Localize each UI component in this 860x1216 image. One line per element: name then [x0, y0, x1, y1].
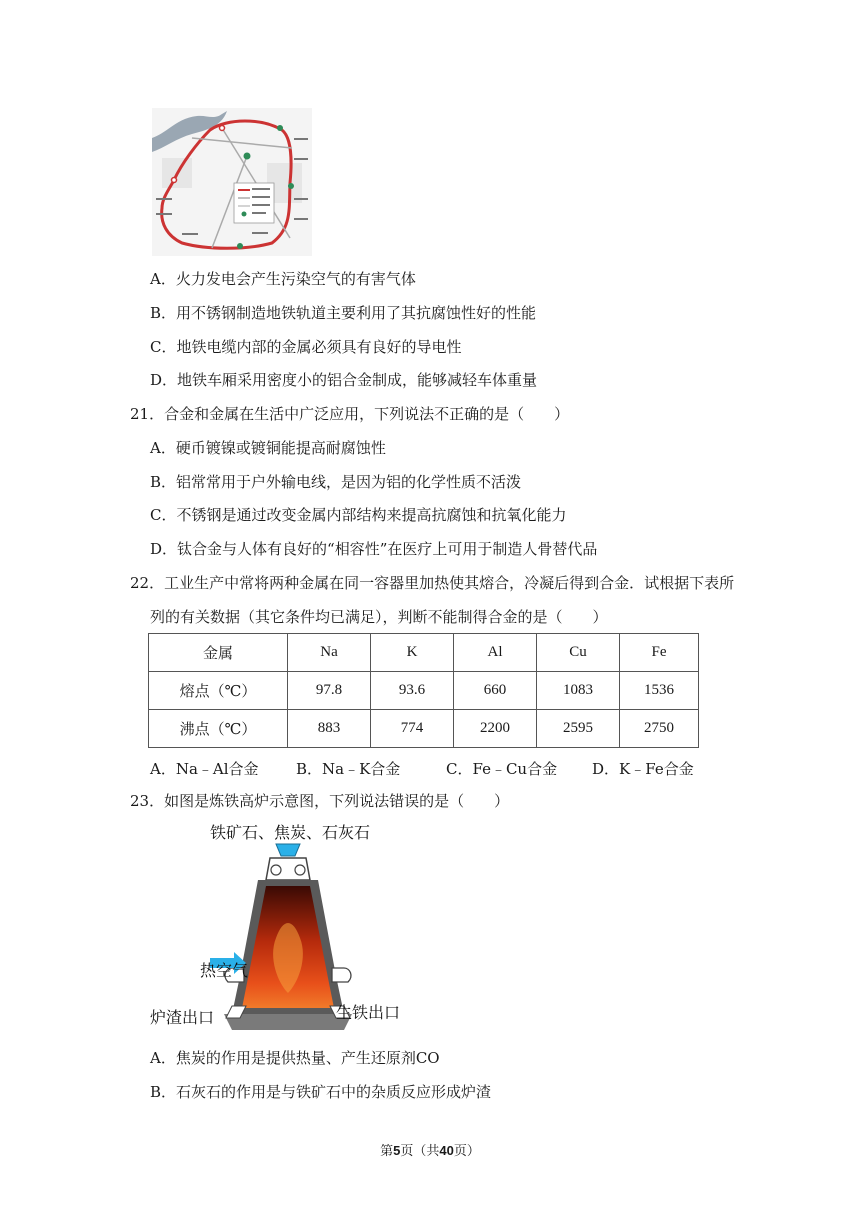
- table-cell: 熔点（℃）: [149, 672, 288, 710]
- table-cell: 沸点（℃）: [149, 710, 288, 748]
- furnace-label-top: 铁矿石、焦炭、石灰石: [210, 823, 371, 842]
- blast-furnace-figure: [148, 818, 408, 1040]
- q22-option-b: B．Na﹣K合金: [296, 760, 401, 778]
- table-header-row: [149, 634, 699, 672]
- table-cell: Al: [454, 634, 537, 672]
- q21-option-d: D．钛合金与人体有良好的“相容性”在医疗上可用于制造人骨替代品: [150, 540, 598, 558]
- metal-data-table: [148, 633, 699, 748]
- table-cell: 金属: [149, 634, 288, 672]
- table-cell: 97.8: [288, 672, 371, 710]
- footer-total-pages: 40: [439, 1143, 454, 1158]
- table-row: [149, 672, 699, 710]
- table-cell: K: [371, 634, 454, 672]
- furnace-label-iron: 生铁出口: [336, 1003, 401, 1022]
- furnace-label-slag: 炉渣出口: [150, 1008, 215, 1027]
- q20-option-a: A．火力发电会产生污染空气的有害气体: [150, 270, 416, 288]
- q22-options: [150, 758, 710, 778]
- q21-stem: 21．合金和金属在生活中广泛应用，下列说法不正确的是（ ）: [130, 405, 570, 423]
- table-row: [149, 710, 699, 748]
- table-cell: 2595: [537, 710, 620, 748]
- q21-option-a: A．硬币镀镍或镀铜能提高耐腐蚀性: [150, 439, 386, 457]
- table-cell: Na: [288, 634, 371, 672]
- q20-option-c: C．地铁电缆内部的金属必须具有良好的导电性: [150, 338, 462, 356]
- q21-option-c: C．不锈钢是通过改变金属内部结构来提高抗腐蚀和抗氧化能力: [150, 506, 567, 524]
- table-cell: 883: [288, 710, 371, 748]
- table-cell: 774: [371, 710, 454, 748]
- q20-option-b: B．用不锈钢制造地铁轨道主要利用了其抗腐蚀性好的性能: [150, 304, 537, 322]
- table-cell: Cu: [537, 634, 620, 672]
- table-cell: 2200: [454, 710, 537, 748]
- footer-prefix: 第: [380, 1144, 394, 1159]
- table-cell: 1083: [537, 672, 620, 710]
- metro-map-figure: [152, 108, 312, 256]
- footer-suffix: 页）: [453, 1144, 480, 1159]
- table-cell: 1536: [620, 672, 699, 710]
- table-cell: 93.6: [371, 672, 454, 710]
- footer-page-number: 5: [393, 1143, 401, 1158]
- q22-stem-line1: 22．工业生产中常将两种金属在同一容器里加热使其熔合，冷凝后得到合金．试根据下表所: [130, 574, 735, 592]
- table-cell: Fe: [620, 634, 699, 672]
- q23-option-b: B．石灰石的作用是与铁矿石中的杂质反应形成炉渣: [150, 1083, 492, 1101]
- q22-option-d: D．K﹣Fe合金: [592, 760, 694, 778]
- q20-option-d: D．地铁车厢采用密度小的铝合金制成，能够减轻车体重量: [150, 371, 538, 389]
- q22-option-c: C．Fe﹣Cu合金: [446, 760, 558, 778]
- table-cell: 660: [454, 672, 537, 710]
- furnace-label-air: 热空气: [200, 961, 249, 980]
- q22-stem-line2: 列的有关数据（其它条件均已满足），判断不能制得合金的是（ ）: [150, 608, 608, 626]
- footer-mid: 页（共: [400, 1144, 440, 1159]
- table-cell: 2750: [620, 710, 699, 748]
- q23-option-a: A．焦炭的作用是提供热量、产生还原剂CO: [150, 1049, 440, 1067]
- q21-option-b: B．铝常常用于户外输电线，是因为铝的化学性质不活泼: [150, 473, 522, 491]
- page-footer: [0, 1140, 860, 1159]
- q23-stem: 23．如图是炼铁高炉示意图，下列说法错误的是（ ）: [130, 792, 510, 810]
- q22-option-a: A．Na﹣Al合金: [150, 760, 259, 778]
